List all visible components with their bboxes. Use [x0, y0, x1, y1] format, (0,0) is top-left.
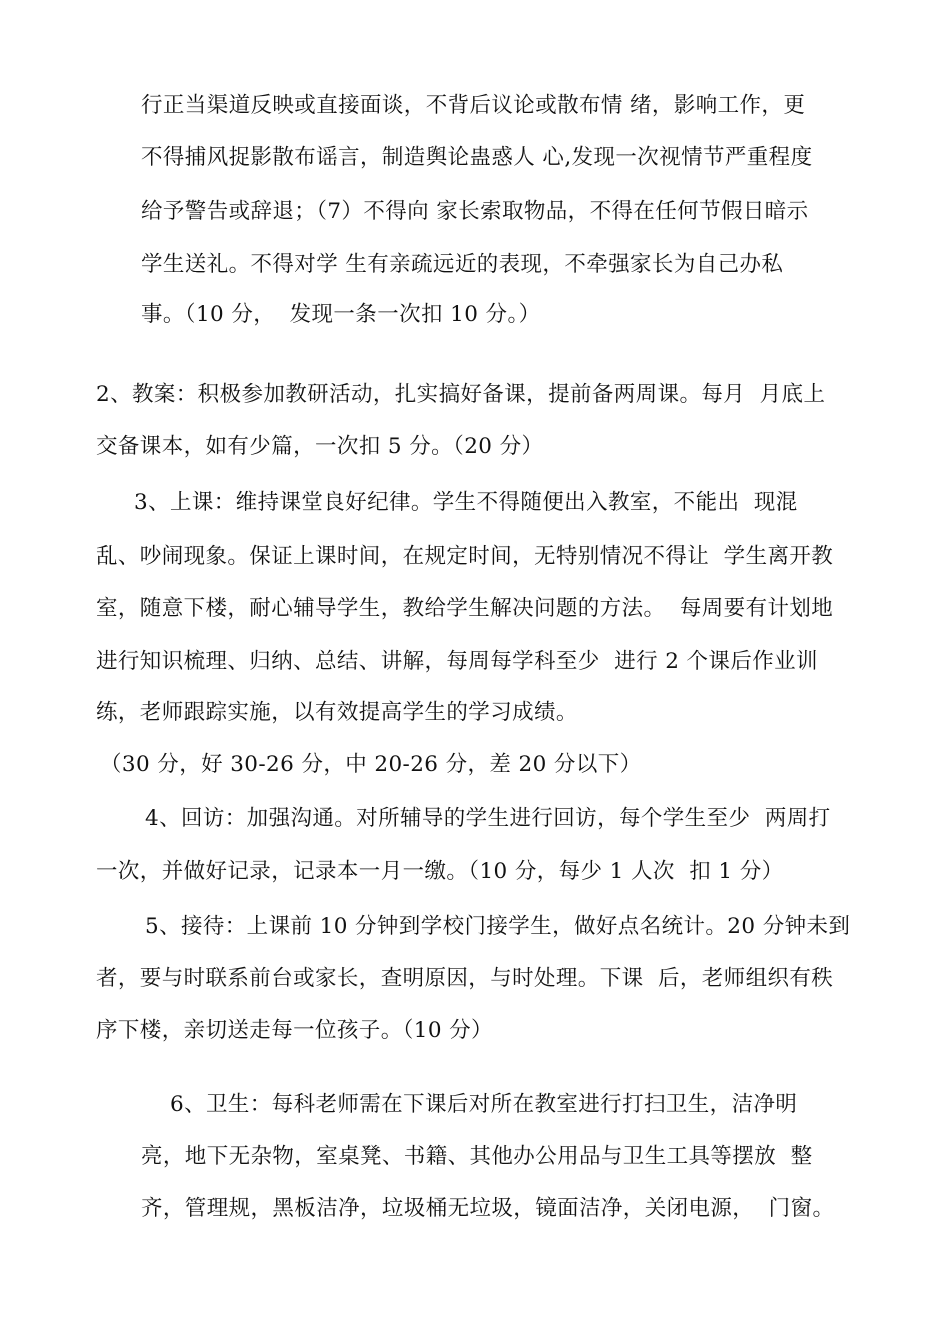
- text-line: 学生送礼。不得对学 生有亲疏远近的表现，不牵强家长为自己办私: [141, 252, 784, 277]
- text-line: 给予警告或辞退；（7）不得向 家长索取物品，不得在任何节假日暗示: [141, 199, 809, 224]
- text-line: 亮，地下无杂物，室桌凳、书籍、其他办公用品与卫生工具等摆放 整: [141, 1144, 813, 1169]
- text-line: 5、接待：上课前 10 分钟到学校门接学生，做好点名统计。20 分钟未到: [145, 914, 851, 939]
- text-line: 行正当渠道反映或直接面谈，不背后议论或散布情 绪，影响工作，更: [141, 93, 806, 118]
- text-line: 练，老师跟踪实施，以有效提高学生的学习成绩。: [96, 700, 578, 725]
- text-line: 交备课本，如有少篇，一次扣 5 分。（20 分）: [96, 434, 544, 459]
- text-line: 者，要与时联系前台或家长，查明原因，与时处理。下课 后，老师组织有秩: [96, 966, 834, 991]
- text-line: 事。（10 分， 发现一条一次扣 10 分。）: [141, 302, 541, 327]
- text-line: 序下楼，亲切送走每一位孩子。（10 分）: [96, 1018, 493, 1043]
- text-line: 乱、吵闹现象。保证上课时间，在规定时间，无特别情况不得让 学生离开教: [96, 544, 834, 569]
- text-line: 3、上课：维持课堂良好纪律。学生不得随便出入教室，不能出 现混: [134, 490, 798, 515]
- text-line: 6、卫生：每科老师需在下课后对所在教室进行打扫卫生，洁净明: [170, 1092, 798, 1117]
- text-line: 2、教案：积极参加教研活动，扎实搞好备课，提前备两周课。每月 月底上: [96, 382, 826, 407]
- text-line: 不得捕风捉影散布谣言，制造舆论蛊惑人 心,发现一次视情节严重程度: [141, 145, 813, 170]
- text-line: 齐，管理规，黑板洁净，垃圾桶无垃圾，镜面洁净，关闭电源， 门窗。: [141, 1196, 835, 1221]
- text-line: 4、回访：加强沟通。对所辅导的学生进行回访，每个学生至少 两周打: [145, 806, 831, 831]
- text-line: 进行知识梳理、归纳、总结、讲解，每周每学科至少 进行 2 个课后作业训: [96, 649, 818, 674]
- text-line: （30 分，好 30-26 分，中 20-26 分，差 20 分以下）: [100, 752, 642, 777]
- text-line: 一次，并做好记录，记录本一月一缴。（10 分，每少 1 人次 扣 1 分）: [96, 859, 784, 884]
- text-line: 室，随意下楼，耐心辅导学生，教给学生解决问题的方法。 每周要有计划地: [96, 596, 834, 621]
